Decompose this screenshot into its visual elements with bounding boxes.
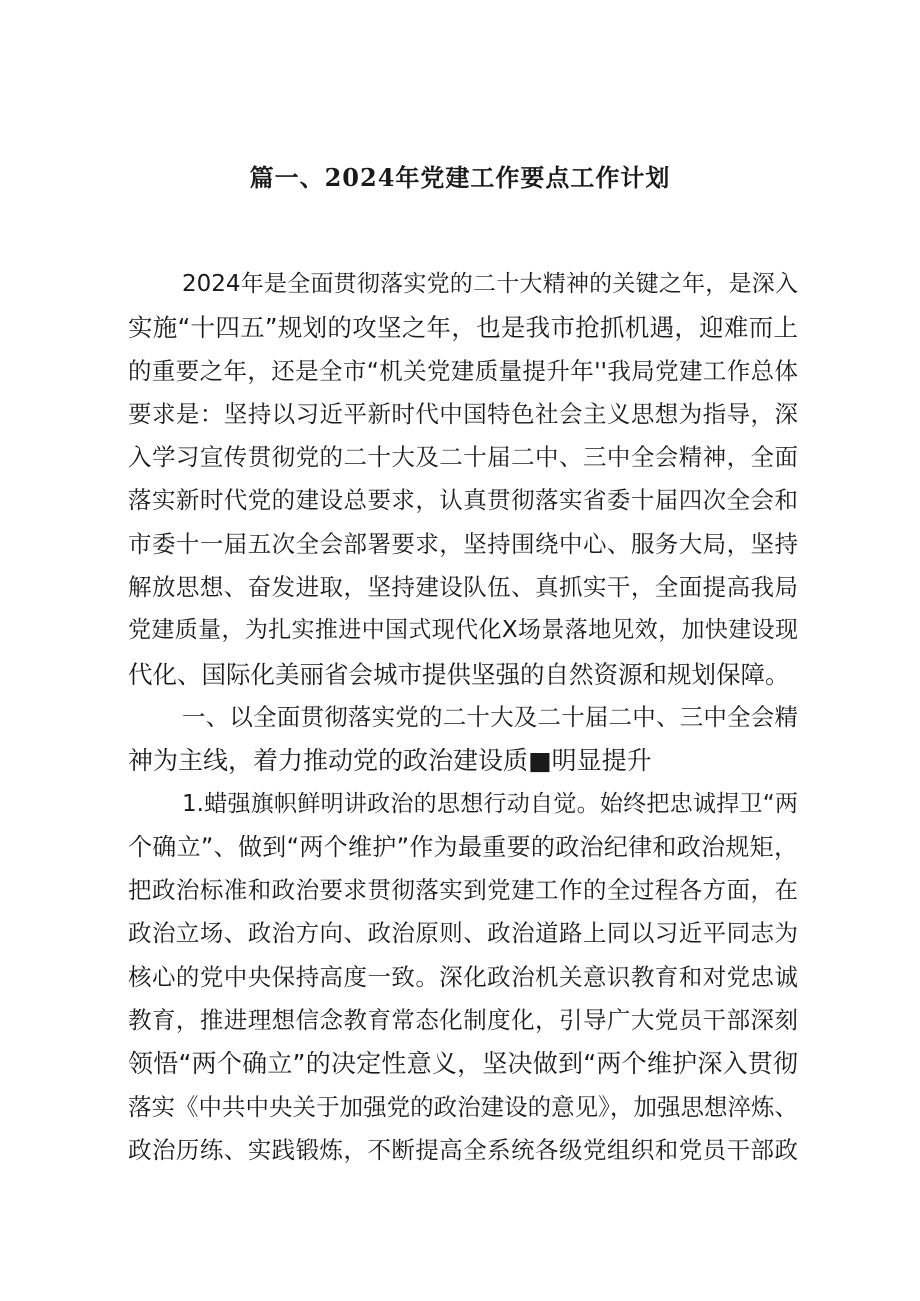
paragraph-line: 个确立”、做到“两个维护”作为最重要的政治纪律和政治规矩， bbox=[128, 832, 798, 861]
paragraph-line: 党建质量，为扎实推进中国式现代化X场景落地见效，加快建设现 bbox=[128, 617, 798, 644]
document-title: 篇一、2024年党建工作要点工作计划 bbox=[249, 163, 671, 192]
document-body bbox=[128, 263, 798, 1172]
paragraph-line: 1.蜡强旗帜鲜明讲政治的思想行动自觉。始终把忠诚捍卫“两 bbox=[182, 790, 798, 817]
paragraph-line: 2024年是全面贯彻落实党的二十大精神的关键之年，是深入 bbox=[182, 271, 798, 297]
paragraph-line: 的重要之年，还是全市“机关党建质量提升年''我局党建工作总体 bbox=[128, 356, 798, 385]
paragraph-line: 落实新时代党的建设总要求，认真贯彻落实省委十届四次全会和 bbox=[128, 486, 798, 515]
paragraph-line: 核心的党中央保持高度一致。深化政治机关意识教育和对党忠诚 bbox=[128, 962, 798, 991]
paragraph-line: 政治立场、政治方向、政治原则、政治道路上同以习近平同志为 bbox=[128, 919, 798, 948]
paragraph-line: 要求是：坚持以习近平新时代中国特色社会主义思想为指导，深 bbox=[128, 399, 798, 428]
paragraph-line: 市委十一届五次全会部署要求，坚持围绕中心、服务大局，坚持 bbox=[128, 529, 798, 558]
section-heading-line: 神为主线，着力推动党的政治建设质■明显提升 bbox=[128, 746, 652, 776]
paragraph-line: 解放思想、奋发进取，坚持建设队伍、真抓实干，全面提高我局 bbox=[128, 573, 798, 602]
paragraph-line: 政治历练、实践锻炼，不断提高全系统各级党组织和党员干部政 bbox=[128, 1135, 798, 1164]
paragraph-line: 把政治标准和政治要求贯彻落实到党建工作的全过程各方面，在 bbox=[128, 876, 798, 905]
paragraph-line: 教育，推进理想信念教育常态化制度化，引导广大党员干部深刻 bbox=[128, 1006, 798, 1035]
section-heading-line: 一、以全面贯彻落实党的二十大及二十届二中、三中全会精 bbox=[182, 702, 798, 731]
paragraph-line: 领悟“两个确立”的决定性意义，坚决做到“两个维护深入贯彻 bbox=[128, 1049, 798, 1079]
paragraph-line: 代化、国际化美丽省会城市提供坚强的自然资源和规划保障。 bbox=[128, 659, 790, 689]
paragraph-line: 实施“十四五”规划的攻坚之年，也是我市抢抓机遇，迎难而上 bbox=[128, 313, 798, 343]
paragraph-line: 落实《中共中央关于加强党的政治建设的意见》，加强思想淬炼、 bbox=[128, 1092, 798, 1121]
paragraph-line: 入学习宣传贯彻党的二十大及二十届二中、三中全会精神，全面 bbox=[128, 443, 798, 472]
